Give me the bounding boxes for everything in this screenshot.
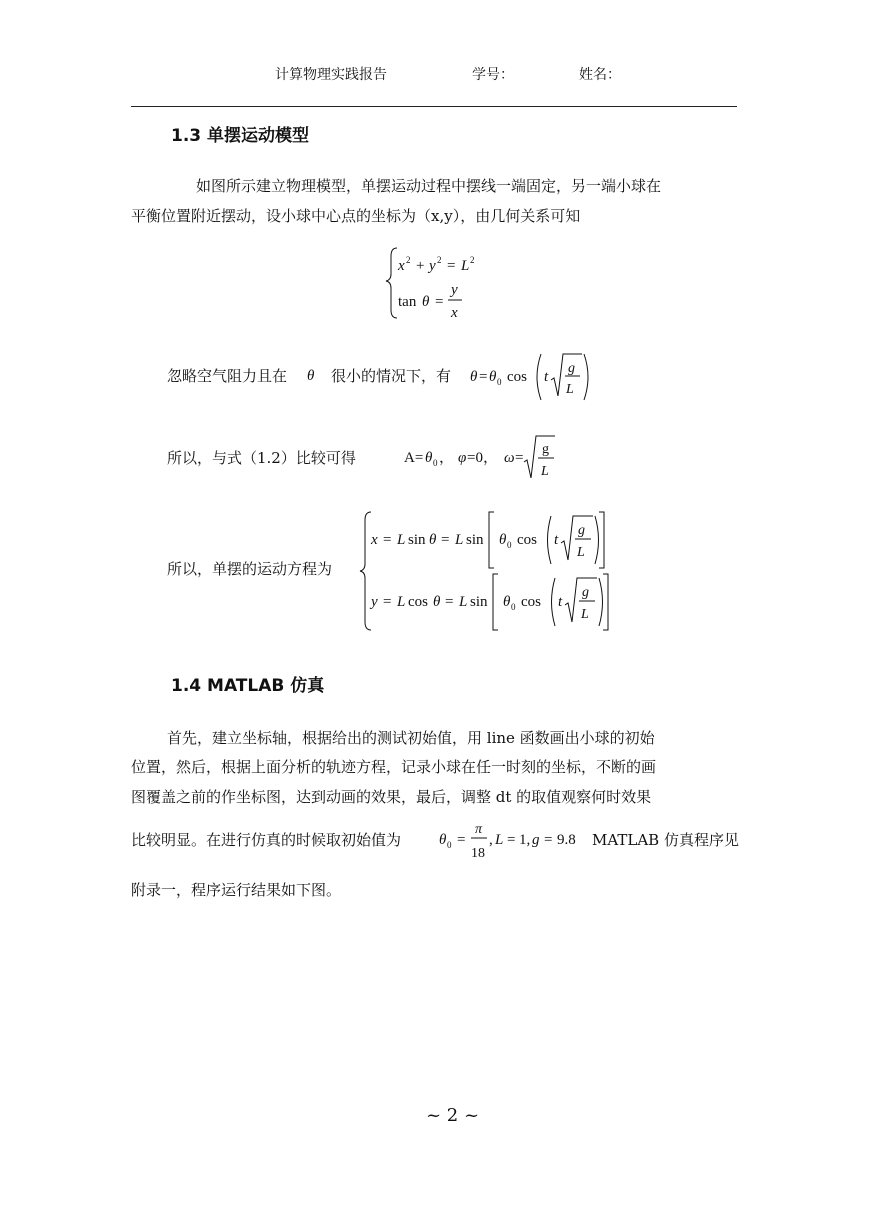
svg-text:0: 0	[497, 377, 502, 387]
section-1-4-line-1: 首先，建立坐标轴，根据给出的测试初始值，用 line 函数画出小球的初始	[167, 729, 655, 747]
small-angle-text-b: 很小的情况下，有	[331, 367, 452, 385]
section-1-4-line-3: 图覆盖之前的作坐标图，达到动画的效果，最后，调整 dt 的取值观察何时效果	[131, 788, 652, 806]
svg-text:0: 0	[511, 602, 516, 612]
svg-text:=: =	[544, 832, 553, 848]
svg-text:L: L	[541, 464, 549, 479]
svg-text:0: 0	[447, 840, 452, 850]
svg-text:φ: φ	[458, 450, 467, 466]
section-1-4-line-2: 位置，然后，根据上面分析的轨迹方程，记录小球在任一时刻的坐标，不断的画	[131, 758, 657, 776]
svg-text:sin: sin	[408, 532, 426, 548]
svg-text:θ: θ	[433, 594, 441, 610]
svg-text:=: =	[445, 594, 454, 610]
svg-text:ω: ω	[504, 450, 515, 466]
svg-text:θ: θ	[499, 532, 507, 548]
svg-text:L: L	[397, 594, 406, 610]
svg-text:g: g	[542, 442, 549, 457]
section-1-3-heading: 1.3 单摆运动模型	[171, 126, 310, 146]
svg-text:A=: A=	[404, 450, 424, 466]
svg-text:L: L	[495, 832, 504, 848]
svg-text:π: π	[475, 822, 483, 837]
svg-text:=: =	[435, 294, 444, 310]
svg-text:9.8: 9.8	[557, 832, 576, 848]
header-name-label: 姓名：	[579, 67, 621, 83]
svg-text:t: t	[558, 594, 563, 610]
svg-text:=: =	[507, 832, 516, 848]
svg-text:g: g	[578, 523, 585, 538]
svg-text:θ: θ	[470, 369, 478, 385]
svg-text:1,: 1,	[519, 832, 531, 848]
svg-text:2: 2	[470, 255, 475, 265]
svg-text:sin: sin	[466, 532, 484, 548]
svg-text:L: L	[397, 532, 406, 548]
compare-text: 所以，与式（1.2）比较可得	[167, 449, 356, 467]
header-student-id-label: 学号：	[472, 67, 514, 83]
svg-text:cos: cos	[507, 369, 527, 385]
svg-text:y: y	[371, 594, 378, 610]
svg-text:g: g	[568, 361, 575, 376]
svg-text:θ: θ	[489, 369, 497, 385]
svg-text:0: 0	[433, 458, 438, 468]
svg-text:cos: cos	[408, 594, 428, 610]
section-1-4-heading: 1.4 MATLAB 仿真	[171, 676, 325, 696]
svg-text:θ: θ	[429, 532, 437, 548]
svg-text:L: L	[459, 594, 468, 610]
svg-text:tan: tan	[398, 294, 417, 310]
svg-text:L: L	[581, 607, 589, 622]
svg-text:L: L	[566, 382, 574, 397]
svg-text:2: 2	[406, 255, 411, 265]
svg-text:18: 18	[471, 846, 485, 861]
svg-text:x: x	[451, 305, 458, 321]
svg-text:=: =	[383, 594, 392, 610]
svg-text:θ: θ	[503, 594, 511, 610]
svg-text:L: L	[577, 545, 585, 560]
header-course-title: 计算物理实践报告	[275, 67, 387, 83]
svg-text:，: ，	[439, 450, 455, 466]
svg-text:y: y	[429, 258, 436, 274]
section-1-3-para-line-2: 平衡位置附近摆动，设小球中心点的坐标为（x,y），由几何关系可知	[131, 207, 581, 225]
svg-text:θ: θ	[439, 832, 447, 848]
svg-text:g: g	[532, 832, 540, 848]
svg-text:L: L	[461, 258, 470, 274]
small-angle-text-a: 忽略空气阻力且在	[167, 367, 288, 385]
svg-text:t: t	[554, 532, 559, 548]
svg-text:t: t	[544, 369, 549, 385]
svg-text:0: 0	[507, 540, 512, 550]
svg-text:x: x	[371, 532, 378, 548]
header-rule	[131, 106, 737, 107]
svg-text:=: =	[515, 450, 524, 466]
svg-text:=: =	[383, 532, 392, 548]
svg-text:g: g	[582, 585, 589, 600]
svg-text:=: =	[441, 532, 450, 548]
section-1-4-line-5: 附录一，程序运行结果如下图。	[131, 881, 342, 899]
motion-text: 所以，单摆的运动方程为	[167, 560, 333, 578]
section-1-4-line-4b: MATLAB 仿真程序见	[592, 831, 739, 849]
svg-text:θ: θ	[422, 294, 430, 310]
section-1-4-line-4a: 比较明显。在进行仿真的时候取初始值为	[131, 831, 402, 849]
svg-text:=: =	[479, 369, 488, 385]
svg-text:=: =	[457, 832, 466, 848]
svg-text:x: x	[398, 258, 405, 274]
svg-text:cos: cos	[517, 532, 537, 548]
svg-text:cos: cos	[521, 594, 541, 610]
svg-text:θ: θ	[425, 450, 433, 466]
svg-text:=: =	[447, 258, 456, 274]
section-1-3-para-line-1: 如图所示建立物理模型，单摆运动过程中摆线一端固定，另一端小球在	[196, 177, 662, 195]
svg-text:2: 2	[437, 255, 442, 265]
page-number: ~ 2 ~	[426, 1105, 480, 1126]
theta-symbol: θ	[307, 368, 315, 384]
svg-text:,: ,	[489, 832, 493, 848]
svg-text:+: +	[416, 258, 425, 274]
svg-text:L: L	[455, 532, 464, 548]
svg-text:sin: sin	[470, 594, 488, 610]
svg-text:=0，: =0，	[467, 450, 498, 466]
svg-text:y: y	[451, 282, 458, 298]
